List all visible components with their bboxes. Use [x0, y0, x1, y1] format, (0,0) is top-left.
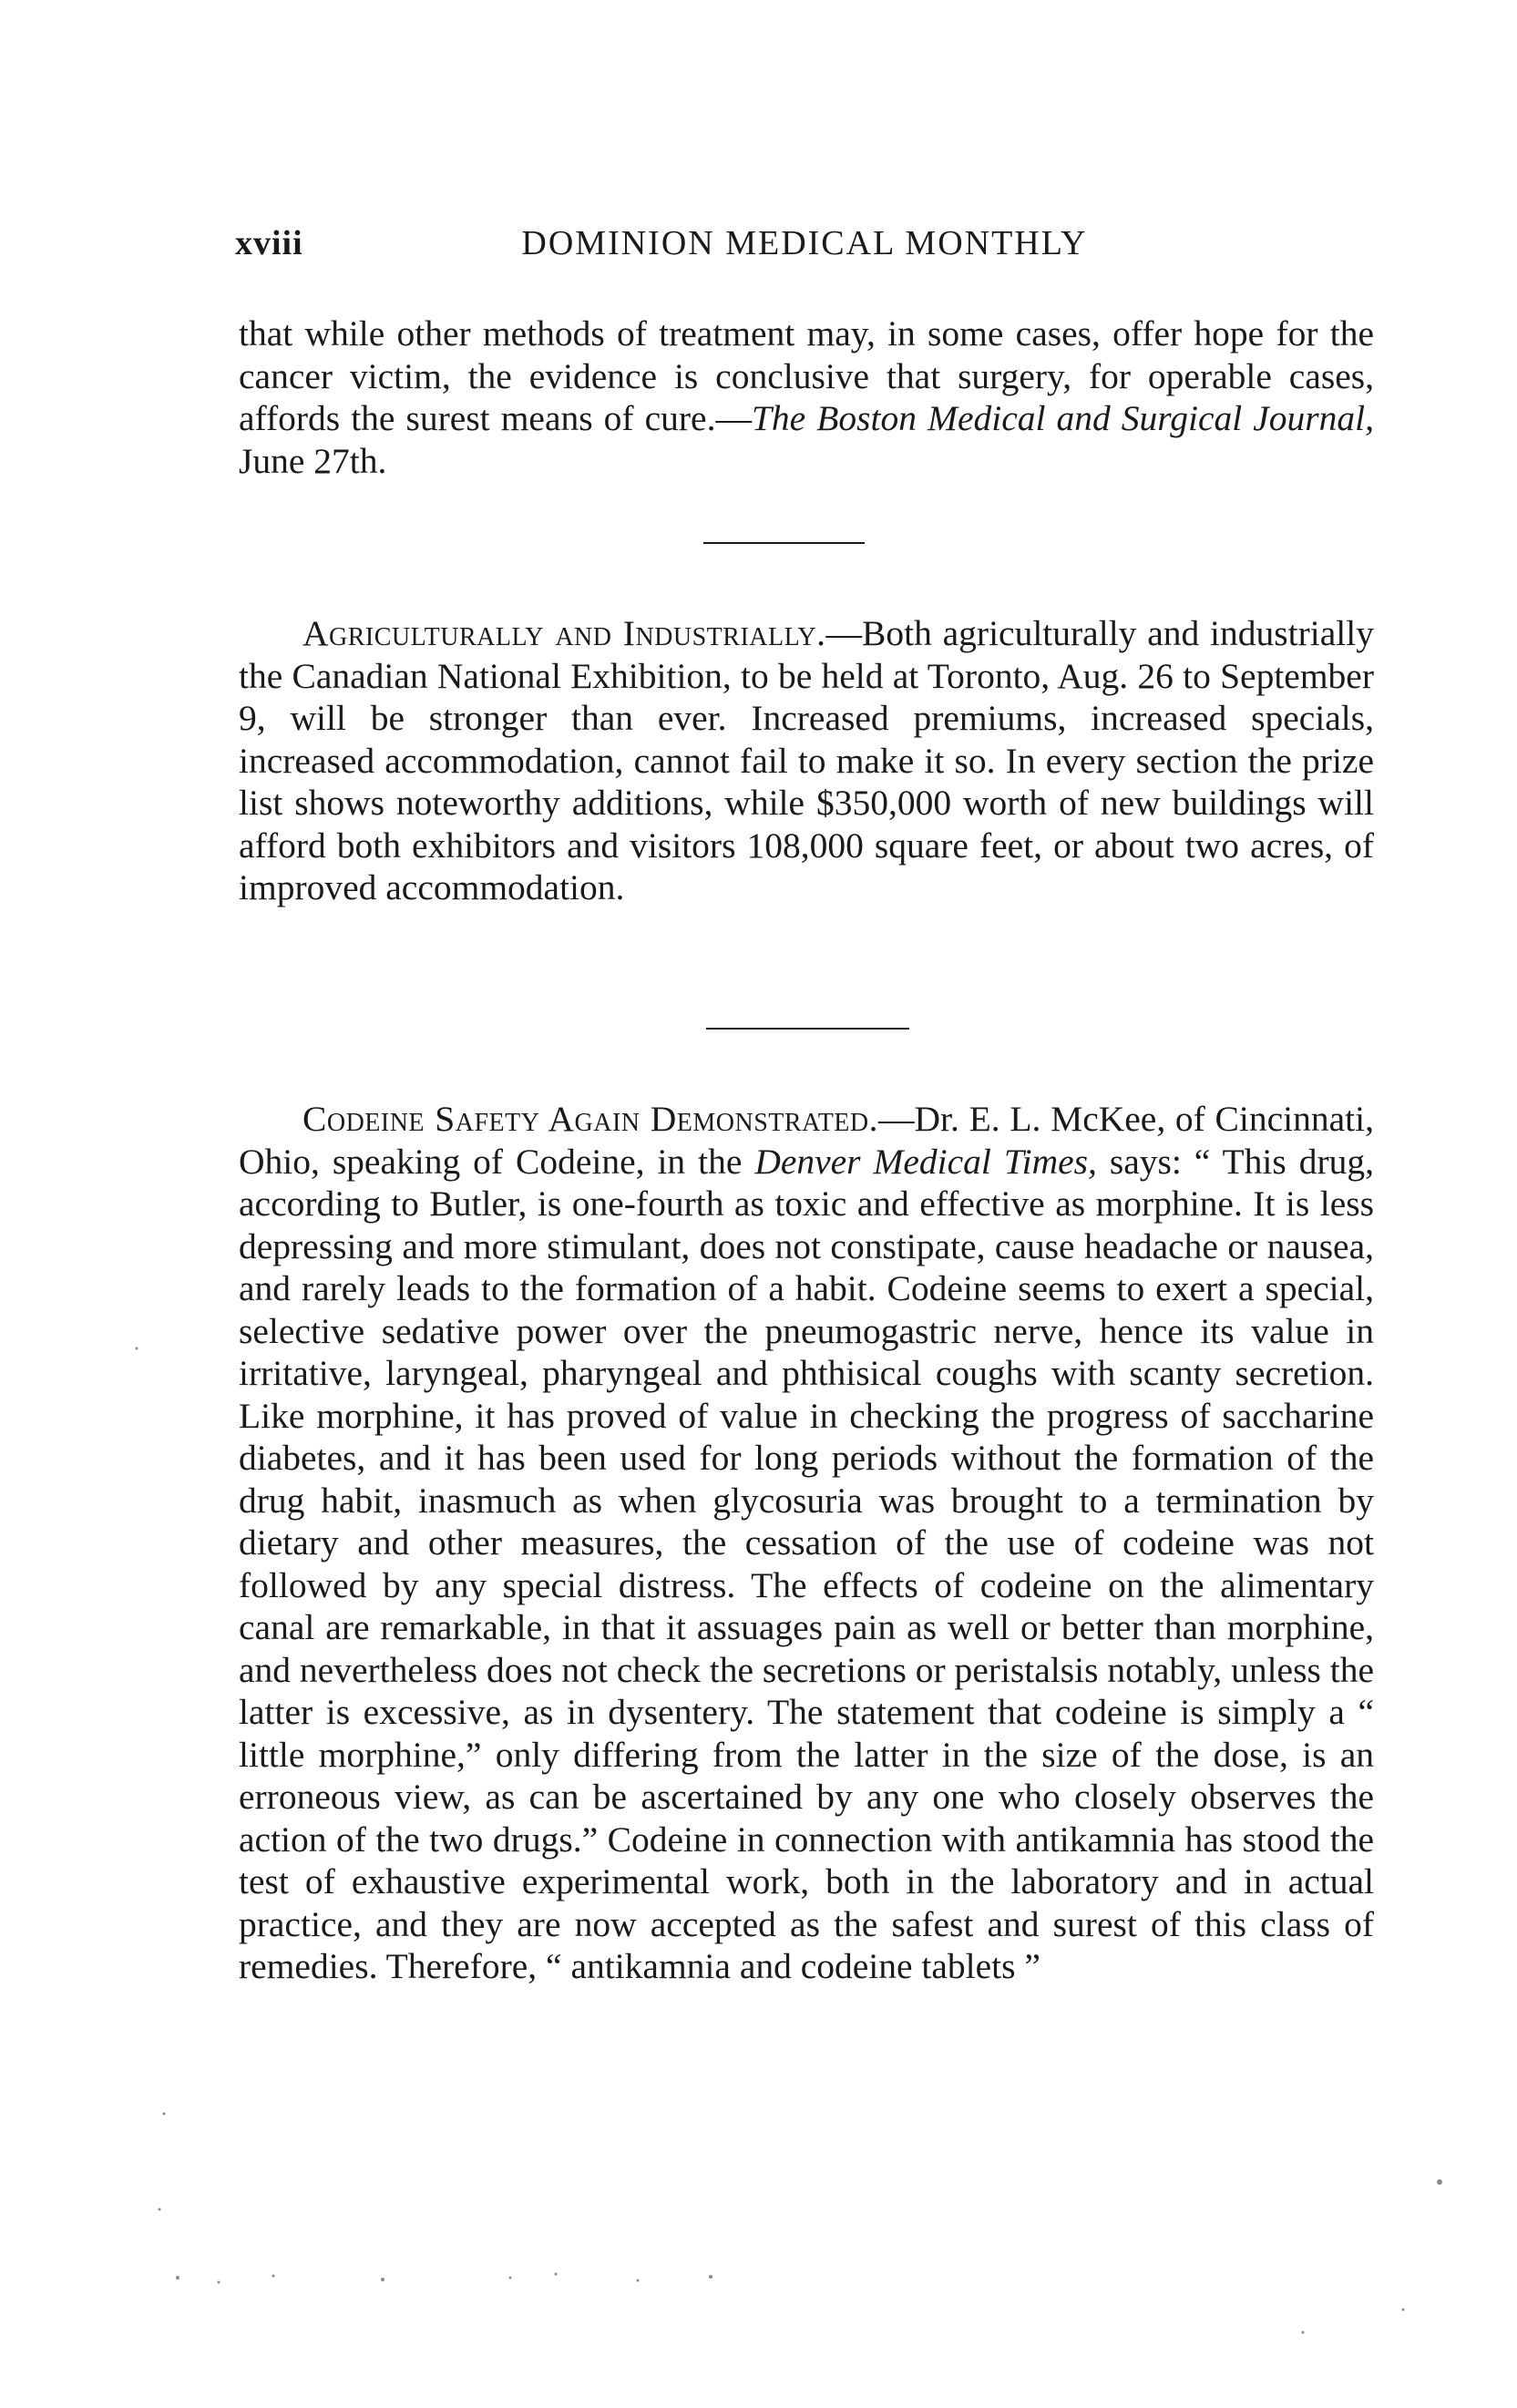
- article-text: —Both agriculturally and industrially the Canadian National Exhibition, to be held at Toronto, Aug. 26 to September 9, will be stronger than ever. Increased premiums, increased specials, increased accommodation, cannot fail to make it so. In every section the prize list shows noteworthy additions, while $350,000 worth of new buildings will afford both exhibitors and visitors 108,000 square feet, or about two acres, of improved accommodation.: [239, 613, 1374, 907]
- citation-date: June 27th.: [239, 440, 387, 481]
- article-lead: —Dr. E. L. McKee, of Cincinnati, Ohio, speaking of Codeine, in the: [239, 1099, 1374, 1182]
- section-divider: [706, 1028, 909, 1030]
- article-body: [239, 313, 1374, 482]
- article-text: that while other methods of treatment may, in some cases, offer hope for the cancer victim, the evidence is conclusive that surgery, for operable cases, affords the surest means of cure.—: [239, 313, 1374, 438]
- source-citation: The Boston Medical and Surgical Journal,: [751, 398, 1374, 438]
- article-exhibition: [239, 612, 1374, 909]
- article-heading: Agriculturally and Industrially.: [302, 613, 826, 653]
- article-heading: Codeine Safety Again Demonstrated.: [302, 1099, 878, 1139]
- section-divider: [703, 542, 865, 544]
- page-number: xviii: [235, 224, 303, 262]
- article-body: [239, 1098, 1374, 1988]
- running-title: DOMINION MEDICAL MONTHLY: [521, 224, 1088, 262]
- page-header: [235, 223, 1374, 278]
- source-citation: Denver Medical Times,: [754, 1141, 1097, 1182]
- article-text: says: “ This drug, according to Butler, is one-fourth as toxic and effective as morphine. It is less depressing and more stimulant, does not constipate, cause headache or nausea, and rarely leads to the formation of a habit. Codeine seems to exert a special, selective sedative power over the pneumogastric nerve, hence its value in irritative, laryngeal, pharyngeal and phthisical coughs with scanty secretion. Like morphine, it has proved of value in checking the progress of saccharine diabetes, and it has been used for long periods without the formation of the drug habit, inasmuch as when glycosuria was brought to a termination by dietary and other measures, the cessation of the use of codeine was not followed by any special distress. The effects of codeine on the alimentary canal are remarkable, in that it assuages pain as well or better than morphine, and nevertheless does not check the secretions or peristalsis notably, unless the latter is excessive, as in dysentery. The statement that codeine is simply a “ little morphine,” only differing from the latter in the size of the dose, is an erroneous view, as can be ascertained by any one who closely observes the action of the two drugs.” Codeine in connection with antikamnia has stood the test of exhaustive experimental work, both in the laboratory and in actual practice, and they are now accepted as the safest and surest of this class of remedies. Therefore, “ antikamnia and codeine tablets ”: [239, 1141, 1374, 1986]
- article-body: [239, 612, 1374, 909]
- article-cancer-surgery: [239, 313, 1374, 482]
- article-codeine: [239, 1098, 1374, 1988]
